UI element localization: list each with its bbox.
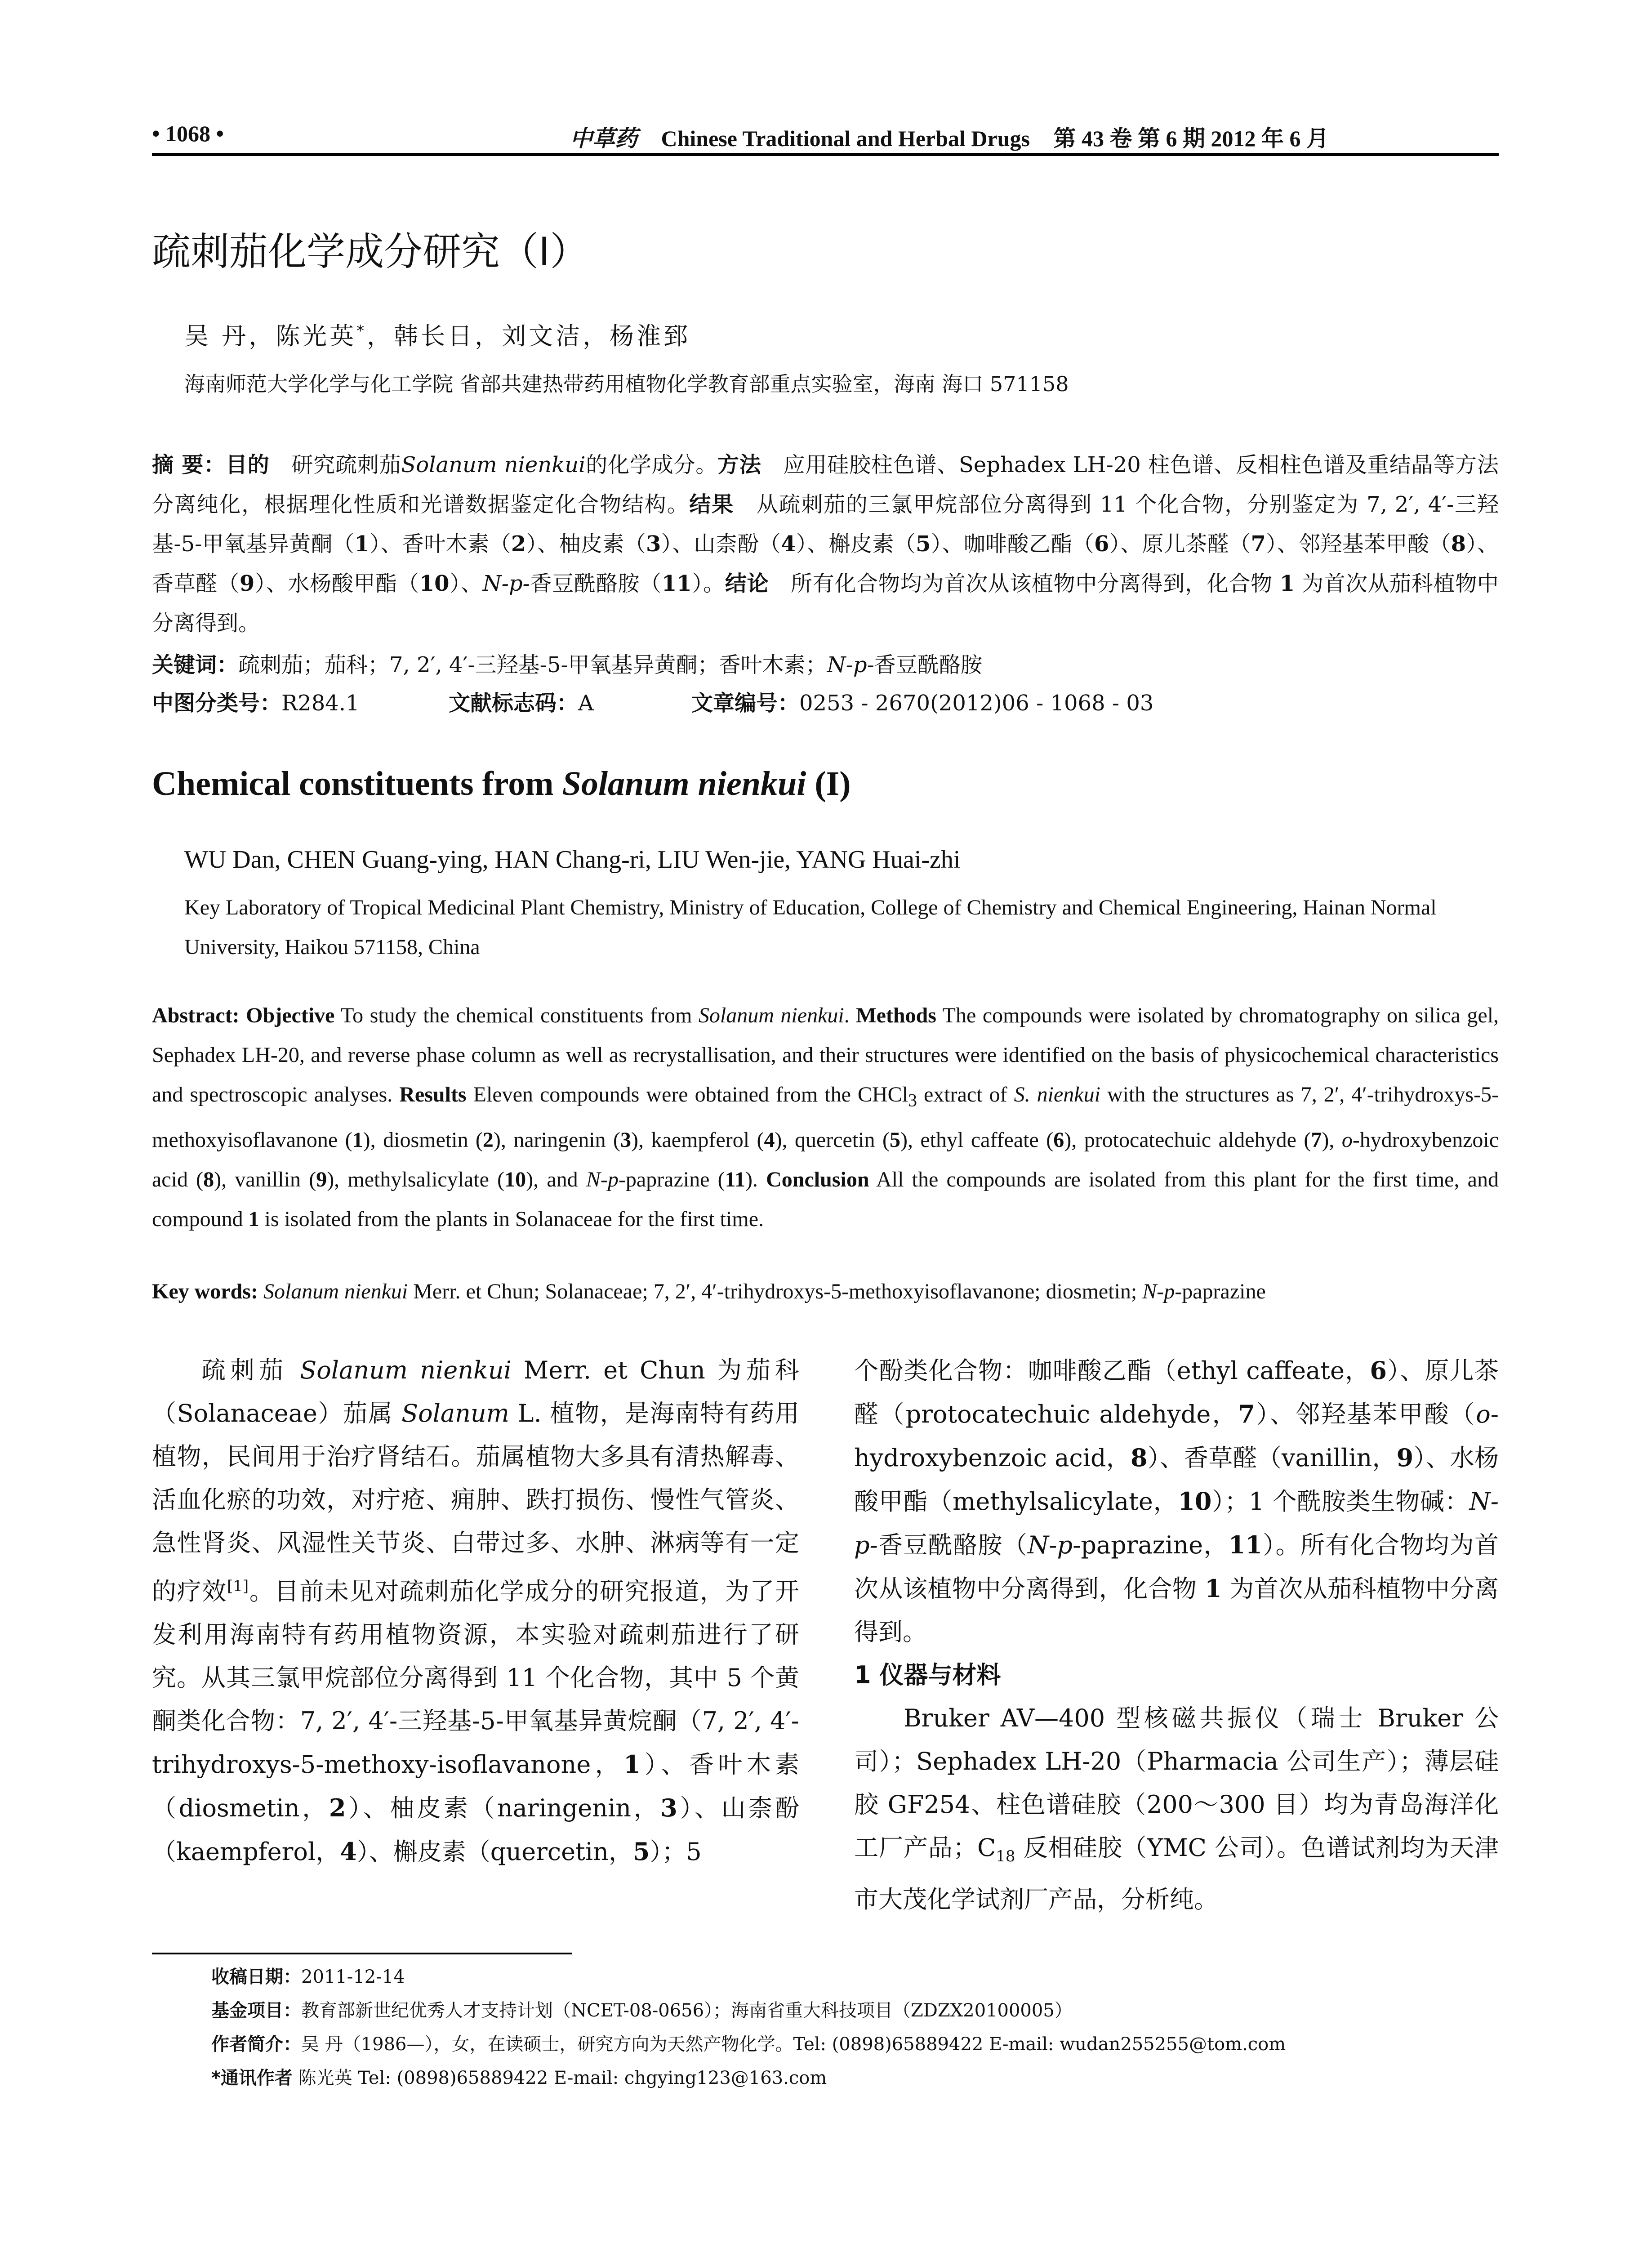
results-label-cn: 结果 <box>689 492 734 517</box>
title-en <box>152 764 851 803</box>
text: ), methylsalicylate ( <box>327 1167 505 1191</box>
text: ）。所有化合物均为首次从该植物中分离得到，化合物 <box>854 1531 1499 1603</box>
italic-text: o <box>1341 1128 1353 1152</box>
text: is isolated from the plants in Solanaceae for the first time. <box>259 1207 764 1231</box>
text: ）；5 <box>650 1838 702 1866</box>
value: 教育部新世纪优秀人才支持计划（NCET-08-0656）；海南省重大科技项目（ZDZX20100005） <box>301 2000 1073 2021</box>
footnote-author <box>211 2030 1286 2056</box>
text: ), and <box>526 1167 586 1191</box>
doc-code-item <box>449 686 691 717</box>
value: 吴 丹（1986—），女，在读硕士，研究方向为天然产物化学。Tel: (0898)65889422 E-mail: wudan255255@tom.com <box>301 2034 1286 2055</box>
compound-num: 6 <box>1094 531 1109 557</box>
text: ）。 <box>691 571 725 596</box>
value: 0253 - 2670(2012)06 - 1068 - 03 <box>799 691 1154 716</box>
paragraph <box>854 1349 1499 1654</box>
body-left-column <box>152 1349 799 1873</box>
article-id-item <box>691 686 1153 717</box>
compound-num: 1 <box>248 1207 259 1231</box>
species-name: Solanum nienkui <box>562 765 806 803</box>
abstract-cn <box>152 445 1499 643</box>
text: ）、香叶木素（ <box>369 531 511 557</box>
text: ), kaempferol ( <box>631 1128 764 1152</box>
compound-num: 4 <box>340 1837 357 1866</box>
text: ), naringenin ( <box>493 1128 621 1152</box>
authors-cn-part1: 吴 丹，陈光英 <box>184 322 357 350</box>
text: ）、原儿茶醛（protocatechuic aldehyde， <box>854 1356 1499 1428</box>
text: ), protocatechuic aldehyde ( <box>1064 1128 1311 1152</box>
text: 个酚类化合物：咖啡酸乙酯（ethyl caffeate， <box>854 1356 1370 1385</box>
text: Eleven compounds were obtained from the CHCl <box>473 1083 908 1106</box>
authors-en: WU Dan, CHEN Guang-ying, HAN Chang-ri, LIU Wen-jie, YANG Huai-zhi <box>184 846 961 874</box>
text: ）、槲皮素（ <box>796 531 916 557</box>
compound-num: 10 <box>504 1167 526 1191</box>
keywords-label-en: Key words: <box>152 1280 258 1303</box>
text: . <box>844 1004 850 1027</box>
text: -paprazine <box>1175 1280 1266 1303</box>
text: ）、柚皮素（ <box>526 531 646 557</box>
compound-num: 3 <box>646 531 661 557</box>
page-number: • 1068 • <box>152 121 224 146</box>
text: 香豆酰酪胺（ <box>877 1531 1028 1559</box>
italic-text: o <box>1476 1400 1491 1428</box>
text: 为首次从茄科植物中分离得到。 <box>152 571 1499 636</box>
text: 。目前未见对疏刺茄化学成分的研究报道，为了开发利用海南特有药用植物资源，本实验对疏刺茄进行了研究。从其三氯甲烷部位分离得到 11 个化合物，其中 5 个黄酮类化合物：7, 2′, 4′-三羟基-5-甲氧基异黄烷酮（7, 2′, 4′-trihydroxys-5-methoxy-isoflavanone， <box>152 1577 800 1779</box>
text: ), quercetin ( <box>775 1128 890 1152</box>
compound-num: 1 <box>623 1750 641 1779</box>
compound-num: 4 <box>764 1128 775 1152</box>
abstract-label-cn: 摘 要： <box>152 452 226 477</box>
text: ), diosmetin ( <box>363 1128 483 1152</box>
compound-num: 9 <box>316 1167 327 1191</box>
text: 应用硅胶柱色谱、Sephadex LH-20 柱色谱、反相柱色谱及重结晶等方法分离纯化，根据理化性质和光谱数据鉴定化合物结构。 <box>152 452 1499 517</box>
text: ）、山柰酚（kaempferol， <box>152 1794 799 1866</box>
methods-label-cn: 方法 <box>717 452 761 477</box>
text: ）、香草醛（vanillin， <box>1147 1444 1397 1472</box>
compound-num: 3 <box>620 1128 632 1152</box>
conclusion-label-cn: 结论 <box>725 571 769 596</box>
compound-num: 1 <box>1279 571 1295 596</box>
species-name: S. nienkui <box>1014 1083 1100 1106</box>
text: ）、槲皮素（quercetin， <box>356 1838 633 1866</box>
value: 陈光英 Tel: (0898)65889422 E-mail: chgying123@163.com <box>298 2068 827 2088</box>
italic-text: N-p- <box>482 571 530 596</box>
genus-name: Solanum <box>401 1399 509 1427</box>
journal-line <box>570 120 1329 153</box>
text: extract of <box>917 1083 1014 1106</box>
text: ), ethyl caffeate ( <box>900 1128 1054 1152</box>
compound-num: 5 <box>632 1837 650 1866</box>
label: 基金项目： <box>211 2000 301 2021</box>
label: *通讯作者 <box>211 2068 293 2088</box>
paragraph-instruments <box>854 1697 1499 1921</box>
journal-issue: 第 43 卷 第 6 期 2012 年 6 月 <box>1053 126 1329 151</box>
compound-num: 11 <box>1228 1530 1262 1559</box>
text: ）、香叶木素（diosmetin， <box>152 1750 799 1822</box>
text: Bruker AV—400 型核磁共振仪（瑞士 Bruker 公司）；Sephadex LH-20（Pharmacia 公司生产）；薄层硅胶 GF254、柱色谱硅胶（200～300 目）均为青岛海洋化工厂产品；C <box>854 1704 1499 1862</box>
text: ）、水杨酸甲酯（methylsalicylate， <box>854 1444 1499 1516</box>
text: ）、原儿茶醛（ <box>1109 531 1251 557</box>
compound-num: 10 <box>1178 1487 1212 1516</box>
compound-num: 2 <box>329 1793 346 1822</box>
journal-name-en: Chinese Traditional and Herbal Drugs <box>661 126 1030 151</box>
header-rule <box>152 153 1499 156</box>
text: To study the chemical constituents from <box>341 1004 699 1027</box>
text: 香豆酰酪胺 <box>874 652 982 678</box>
text: ), <box>1322 1128 1342 1152</box>
journal-name-cn: 中草药 <box>570 125 637 152</box>
text: L. 植物，是海南特有药用植物，民间用于治疗肾结石。茄属植物大多具有清热解毒、活血化瘀的功效，对疔疮、痈肿、跌打损伤、慢性气管炎、急性肾炎、风湿性关节炎、白带过多、水肿、淋病等有一定的疗效 <box>152 1399 799 1606</box>
compound-num: 5 <box>889 1128 900 1152</box>
text: ）；1 个酰胺类生物碱： <box>1211 1487 1469 1516</box>
subscript: 18 <box>996 1847 1015 1865</box>
results-label-en: Results <box>399 1083 467 1106</box>
compound-num: 10 <box>419 571 450 596</box>
compound-num: 6 <box>1053 1128 1064 1152</box>
compound-num: 11 <box>725 1167 745 1191</box>
text: 的化学成分。 <box>585 452 718 477</box>
text: -hydroxybenzoic acid ( <box>152 1128 1499 1191</box>
compound-num: 4 <box>781 531 796 557</box>
species-name: Solanum nienkui <box>698 1004 844 1027</box>
objective-label-cn: 目的 <box>225 452 270 477</box>
compound-num: 3 <box>660 1793 677 1822</box>
text: 香豆酰酪胺（ <box>530 571 662 596</box>
compound-num: 8 <box>1451 531 1466 557</box>
conclusion-label-en: Conclusion <box>766 1167 869 1191</box>
compound-num: 7 <box>1251 531 1266 557</box>
compound-num: 8 <box>1130 1443 1148 1472</box>
species-name: Solanum nienkui <box>401 452 586 477</box>
compound-num: 8 <box>203 1167 214 1191</box>
text: ）、邻羟基苯甲酸（ <box>1255 1400 1476 1428</box>
text: ）、香草醛（ <box>152 531 1499 596</box>
abstract-en <box>152 996 1499 1239</box>
text: All the compounds are isolated from this plant for the first time, and compound <box>152 1167 1499 1231</box>
label: 收稿日期： <box>211 1967 301 1987</box>
species-name: Solanum nienkui <box>300 1356 512 1384</box>
text: 研究疏刺茄 <box>291 452 401 477</box>
text: Merr. et Chun 为茄科（Solanaceae）茄属 <box>152 1356 800 1427</box>
text: ）、水杨酸甲酯（ <box>254 571 419 596</box>
text: (I) <box>806 765 851 803</box>
italic-text: N-p <box>1028 1531 1073 1559</box>
compound-num: 2 <box>511 531 526 557</box>
text: 疏刺茄；茄科；7, 2′, 4′-三羟基-5-甲氧基异黄酮；香叶木素； <box>238 652 827 678</box>
clc-item <box>152 686 449 717</box>
affiliation-en: Key Laboratory of Tropical Medicinal Plant Chemistry, Ministry of Education, College of Chemistry and Chemical Engineering, Hainan Normal University, Haikou 571158, China <box>184 896 1437 959</box>
keywords-en <box>152 1279 1266 1304</box>
text: 疏刺茄 <box>201 1356 300 1384</box>
text: 所有化合物均为首次从该植物中分离得到，化合物 <box>791 571 1280 596</box>
text: ）、咖啡酸乙酯（ <box>931 531 1095 557</box>
compound-num: 1 <box>352 1128 363 1152</box>
text: 反相硅胶（YMC 公司）。色谱试剂均为天津市大茂化学试剂厂产品，分析纯。 <box>854 1833 1499 1913</box>
compound-num: 9 <box>1396 1443 1414 1472</box>
italic-text: N-p- <box>854 1487 1499 1559</box>
compound-num: 2 <box>482 1128 494 1152</box>
compound-num: 1 <box>1205 1574 1222 1603</box>
classification-line <box>152 686 1153 717</box>
species-name: Solanum nienkui <box>263 1280 408 1303</box>
affiliation-cn: 海南师范大学化学与化工学院 省部共建热带药用植物化学教育部重点实验室，海南 海口 571158 <box>184 372 1069 396</box>
compound-num: 5 <box>916 531 931 557</box>
keywords-cn <box>152 645 1499 685</box>
objective-label-en: Objective <box>246 1004 335 1027</box>
text: ). <box>745 1167 758 1191</box>
text: ), vanillin ( <box>214 1167 316 1191</box>
label: 文献标志码： <box>449 691 579 716</box>
methods-label-en: Methods <box>856 1004 936 1027</box>
italic-text: N-p <box>1142 1280 1175 1303</box>
corresponding-mark: * <box>356 322 367 340</box>
text: -paprazine， <box>1073 1531 1229 1559</box>
footnote-fund <box>211 1996 1073 2022</box>
compound-num: 6 <box>1370 1356 1387 1385</box>
text: ）、柚皮素（naringenin， <box>346 1794 661 1822</box>
text: ）、山柰酚（ <box>661 531 781 557</box>
text: Merr. et Chun; Solanaceae; 7, 2′, 4′-trihydroxys-5-methoxyisoflavanone; diosmetin; <box>408 1280 1143 1303</box>
compound-num: 1 <box>354 531 370 557</box>
subscript: 3 <box>908 1090 917 1111</box>
running-header <box>152 120 1499 152</box>
label: 作者简介： <box>211 2034 301 2055</box>
value: R284.1 <box>281 691 360 716</box>
compound-num: 9 <box>239 571 255 596</box>
footnote-corresponding <box>211 2064 827 2089</box>
compound-num: 11 <box>661 571 692 596</box>
text: Chemical constituents from <box>152 765 562 803</box>
text: -hydroxybenzoic acid， <box>854 1400 1499 1472</box>
value: 2011-12-14 <box>301 1967 405 1987</box>
citation-ref: [1] <box>227 1577 249 1595</box>
authors-cn-part2: ，韩长日，刘文洁，杨淮郅 <box>367 322 691 350</box>
label: 中图分类号： <box>152 691 282 716</box>
text: 为首次从茄科植物中分离得到。 <box>854 1574 1499 1646</box>
text: 从疏刺茄的三氯甲烷部位分离得到 11 个化合物，分别鉴定为 7, 2′, 4′-三羟基-5-甲氧基异黄酮（ <box>152 492 1499 557</box>
body-right-column <box>854 1349 1499 1921</box>
compound-num: 7 <box>1238 1400 1255 1428</box>
keywords-label-cn: 关键词： <box>152 652 239 678</box>
footnote-received <box>211 1963 405 1988</box>
authors-cn <box>184 317 690 352</box>
text: ）、邻羟基苯甲酸（ <box>1265 531 1451 557</box>
italic-text: N-p <box>586 1167 619 1191</box>
text: -paprazine ( <box>618 1167 725 1191</box>
label: 文章编号： <box>691 691 800 716</box>
abstract-label-en: Abstract: <box>152 1004 240 1027</box>
text: The compounds were isolated by chromatography on silica gel, Sephadex LH-20, and reverse phase column as well as recrystallisation, and their structures were identified on the basis of physicochemical characteristics and spectroscopic analyses. <box>152 1004 1499 1106</box>
italic-text: N-p- <box>827 652 874 678</box>
text: ）、 <box>449 571 483 596</box>
footnote-rule <box>152 1953 572 1954</box>
value: A <box>578 691 594 716</box>
text: with the structures as 7, 2′, 4′-trihydroxys-5-methoxyisoflavanone ( <box>152 1083 1499 1152</box>
section-heading-1: 1 仪器与材料 <box>854 1661 1001 1689</box>
title-cn: 疏刺茄化学成分研究（I） <box>152 229 589 274</box>
compound-num: 7 <box>1311 1128 1322 1152</box>
